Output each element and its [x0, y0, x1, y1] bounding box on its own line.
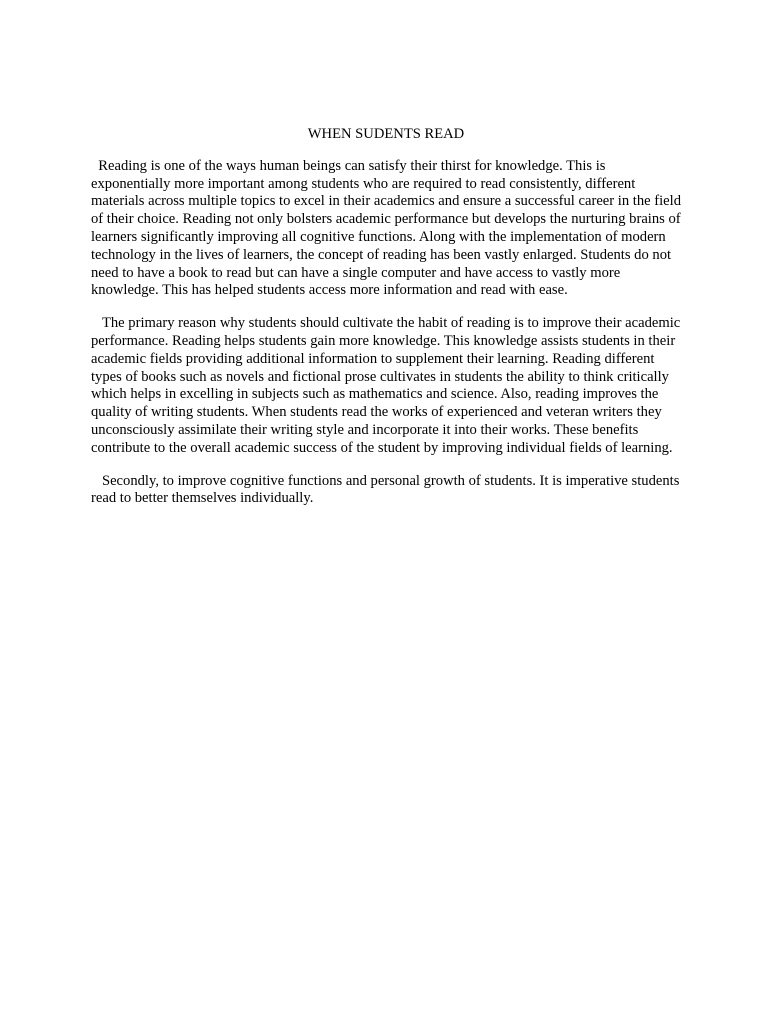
- document-body: [91, 126, 685, 523]
- paragraph-2: The primary reason why students should cultivate the habit of reading is to improve their academic performance. Reading helps students gain more knowledge. This knowledge assists students in their academic fields providing additional information to supplement their learning. Reading different types of books such as novels and fictional prose cultivates in students the ability to think critically which helps in excelling in subjects such as mathematics and science. Also, reading improves the quality of writing students. When students read the works of experienced and veteran writers they unconsciously assimilate their writing style and incorporate it into their works. These benefits contribute to the overall academic success of the student by improving individual fields of learning.: [91, 315, 684, 456]
- paragraph-3: Secondly, to improve cognitive functions and personal growth of students. It is imperative students read to better themselves individually.: [91, 472, 684, 507]
- paragraph-1: Reading is one of the ways human beings can satisfy their thirst for knowledge. This is exponentially more important among students who are required to read consistently, different materials across multiple topics to excel in their academics and ensure a successful career in the field of their choice. Reading not only bolsters academic performance but develops the nurturing brains of learners significantly improving all cognitive functions. Along with the implementation of modern technology in the lives of learners, the concept of reading has been vastly enlarged. Students do not need to have a book to read but can have a single computer and have access to vastly more knowledge. This has helped students access more information and read with ease.: [91, 157, 685, 299]
- document-title: WHEN SUDENTS READ: [307, 126, 465, 142]
